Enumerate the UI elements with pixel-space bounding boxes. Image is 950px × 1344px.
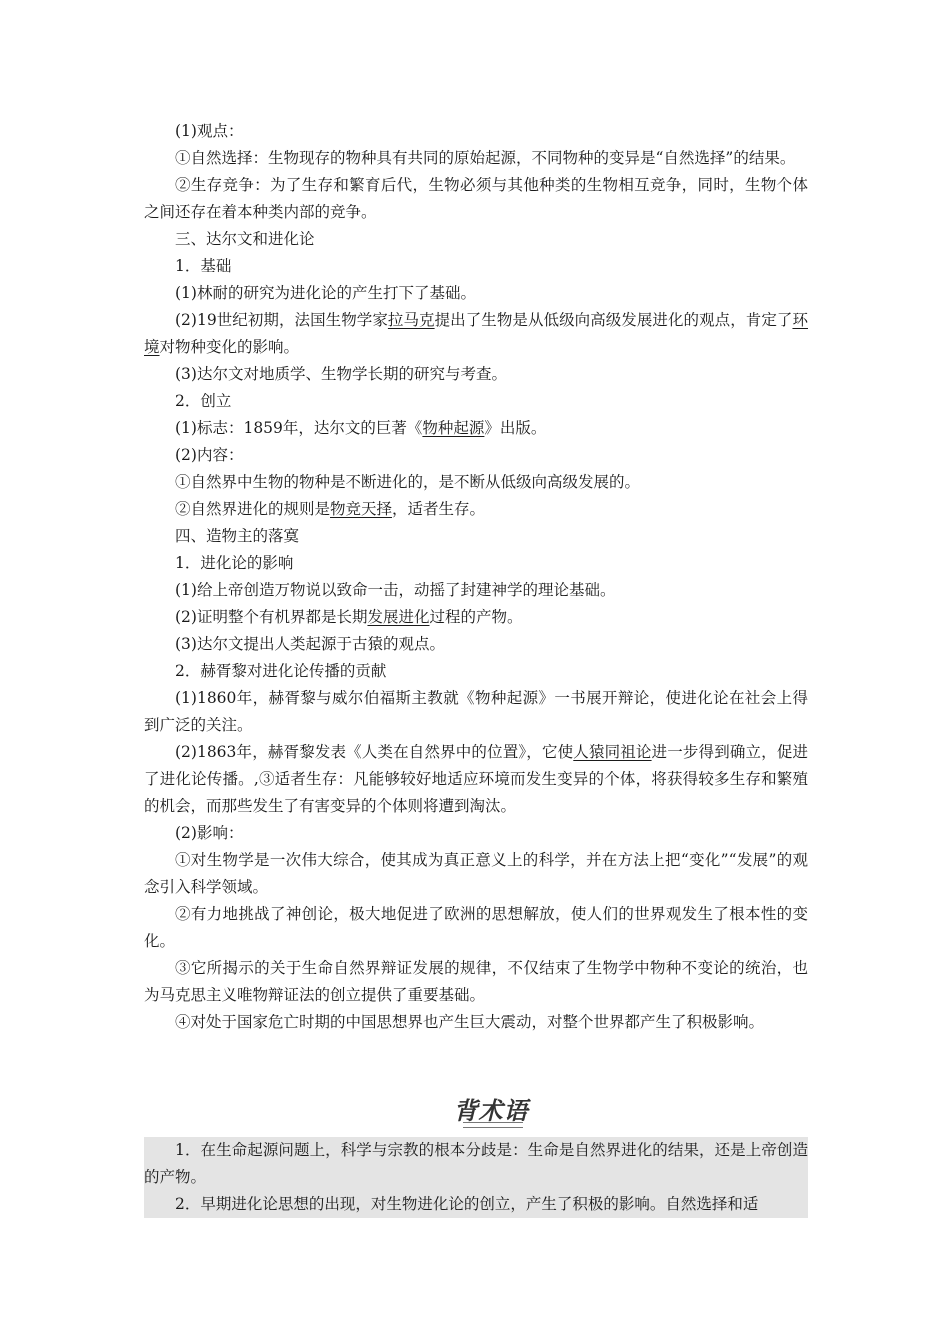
text-segment: ②有力地挑战了神创论，极大地促进了欧洲的思想解放，使人们的世界观发生了根本性的变化。 xyxy=(144,905,808,950)
text-segment: 2．赫胥黎对进化论传播的贡献 xyxy=(175,662,387,680)
text-segment: ②生存竞争：为了生存和繁育后代，生物必须与其他种类的生物相互竞争，同时，生物个体之间还存在着本种类内部的竞争。 xyxy=(144,176,808,221)
summary-paragraph xyxy=(144,1191,808,1218)
paragraph xyxy=(144,469,808,496)
paragraph xyxy=(144,172,808,226)
underlined-term: 拉马克 xyxy=(387,311,435,329)
text-segment: 四、造物主的落寞 xyxy=(175,527,300,545)
paragraph xyxy=(144,496,808,523)
paragraph xyxy=(144,442,808,469)
paragraph xyxy=(144,388,808,415)
text-segment: ①自然界中生物的物种是不断进化的，是不断从低级向高级发展的。 xyxy=(175,473,641,491)
paragraph xyxy=(144,955,808,1009)
text-segment: 1．在生命起源问题上，科学与宗教的根本分歧是：生命是自然界进化的结果，还是上帝创造的产物。 xyxy=(144,1141,808,1186)
underlined-term: 物竞天择 xyxy=(330,500,393,518)
summary-box xyxy=(144,1137,808,1218)
underlined-term: 人猿同祖论 xyxy=(573,743,652,761)
text-segment: 三、达尔文和进化论 xyxy=(175,230,315,248)
text-segment: 2．早期进化论思想的出现，对生物进化论的创立，产生了积极的影响。自然选择和适 xyxy=(175,1195,759,1213)
text-segment: 2．创立 xyxy=(175,392,232,410)
paragraph xyxy=(144,253,808,280)
paragraph xyxy=(144,658,808,685)
text-segment: (1)1860年，赫胥黎与威尔伯福斯主教就《物种起源》一书展开辩论，使进化论在社会上得到广泛的关注。 xyxy=(144,689,808,734)
paragraph xyxy=(144,280,808,307)
text-segment: (3)达尔文对地质学、生物学长期的研究与考查。 xyxy=(175,365,507,383)
text-segment: 1．基础 xyxy=(175,257,232,275)
text-segment: 》出版。 xyxy=(484,419,547,437)
text-segment: (2)19世纪初期，法国生物学家 xyxy=(175,311,388,329)
banner-title: 背术语 xyxy=(453,1096,529,1125)
paragraph xyxy=(144,739,808,820)
paragraph xyxy=(144,523,808,550)
text-segment: 对物种变化的影响。 xyxy=(159,338,300,356)
main-text xyxy=(144,118,808,1036)
text-segment: (3)达尔文提出人类起源于古猿的观点。 xyxy=(175,635,445,653)
text-segment: ③它所揭示的关于生命自然界辩证发展的规律，不仅结束了生物学中物种不变论的统治，也为马克思主义唯物辩证法的创立提供了重要基础。 xyxy=(144,959,808,1004)
underlined-term: 物种起源 xyxy=(422,419,485,437)
text-segment: 进一步得到确立，促进了进化论传播。,③适者生存：凡能够较好地适应环境而发生变异的个体，将获得较多生存和繁殖的机会，而那些发生了有害变异的个体则将遭到淘汰。 xyxy=(144,743,808,815)
underlined-term: 发展进化 xyxy=(367,608,430,626)
text-segment: ②自然界进化的规则是 xyxy=(175,500,331,518)
paragraph xyxy=(144,901,808,955)
paragraph xyxy=(144,631,808,658)
paragraph xyxy=(144,307,808,361)
paragraph xyxy=(144,577,808,604)
section-banner xyxy=(445,1098,537,1128)
text-segment: (1)给上帝创造万物说以致命一击，动摇了封建神学的理论基础。 xyxy=(175,581,616,599)
paragraph xyxy=(144,1009,808,1036)
underlined-term: 环境 xyxy=(144,311,808,356)
paragraph xyxy=(144,226,808,253)
text-segment: ，适者生存。 xyxy=(392,500,486,518)
paragraph xyxy=(144,847,808,901)
text-segment: ①自然选择：生物现存的物种具有共同的原始起源，不同物种的变异是“自然选择”的结果。 xyxy=(175,149,796,167)
text-segment: (2)影响： xyxy=(175,824,244,842)
text-segment: (1)观点： xyxy=(175,122,244,140)
paragraph xyxy=(144,604,808,631)
text-segment: 提出了生物是从低级向高级发展进化的观点，肯定了 xyxy=(434,311,793,329)
text-segment: (2)1863年，赫胥黎发表《人类在自然界中的位置》，它使 xyxy=(175,743,574,761)
summary-paragraph xyxy=(144,1137,808,1191)
text-segment: ④对处于国家危亡时期的中国思想界也产生巨大震动，对整个世界都产生了积极影响。 xyxy=(175,1013,765,1031)
paragraph xyxy=(144,118,808,145)
text-segment: 1．进化论的影响 xyxy=(175,554,294,572)
paragraph xyxy=(144,685,808,739)
paragraph xyxy=(144,145,808,172)
paragraph xyxy=(144,361,808,388)
text-segment: (1)标志：1859年，达尔文的巨著《 xyxy=(175,419,423,437)
text-segment: 过程的产物。 xyxy=(429,608,523,626)
paragraph xyxy=(144,550,808,577)
paragraph xyxy=(144,415,808,442)
text-segment: (1)林耐的研究为进化论的产生打下了基础。 xyxy=(175,284,476,302)
paragraph xyxy=(144,820,808,847)
text-segment: ①对生物学是一次伟大综合，使其成为真正意义上的科学，并在方法上把“变化”“发展”的观念引入科学领域。 xyxy=(144,851,808,896)
banner-decoration xyxy=(463,1122,523,1128)
text-segment: (2)证明整个有机界都是长期 xyxy=(175,608,368,626)
text-segment: (2)内容： xyxy=(175,446,244,464)
